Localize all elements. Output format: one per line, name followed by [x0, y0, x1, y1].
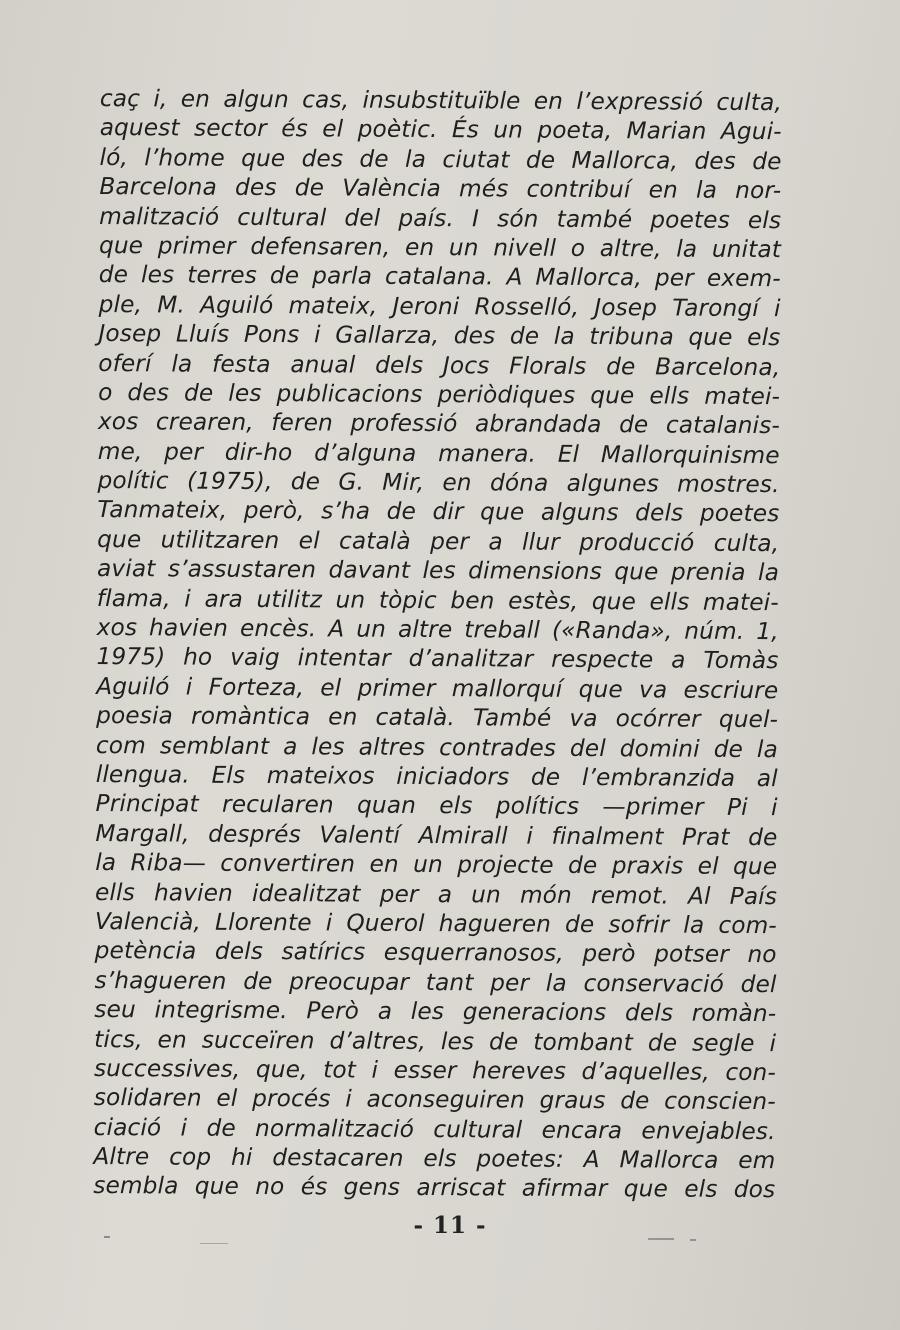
text-line: Josep Lluís Pons i Gallarza, des de la tribuna que els — [98, 320, 781, 352]
text-line: caç i, en algun cas, insubstituïble en l’expressió culta, — [99, 84, 782, 117]
print-speck — [104, 1236, 110, 1238]
text-line: 1975) ho vaig intentar d’analitzar respecte a Tomàs — [96, 643, 779, 675]
text-line: flama, i ara utilitz un tòpic ben estès, que ells matei- — [96, 584, 779, 616]
text-line: me, per dir-ho d’alguna manera. El Mallorquinisme — [97, 437, 780, 469]
text-line: Tanmateix, però, s’ha de dir que alguns dels poetes — [97, 496, 780, 528]
page-number: - 11 - — [413, 1212, 487, 1239]
text-line: aviat s’assustaren davant les dimensions que prenia la — [96, 555, 780, 587]
text-line: petència dels satírics esquerranosos, però potser no — [94, 937, 777, 969]
text-line: ple, M. Aguiló mateix, Jeroni Rosselló, Josep Tarongí i — [98, 290, 781, 322]
text-line: la Riba— convertiren en un projecte de praxis el que — [95, 849, 778, 881]
text-line: Aguiló i Forteza, el primer mallorquí que va escriure — [96, 672, 779, 704]
text-line: llengua. Els mateixos iniciadors de l’embranzida al — [95, 760, 778, 793]
text-line: ells havien idealitzat per a un món remot. Al País — [94, 878, 778, 910]
text-line: s’hagueren de preocupar tant per la conservació del — [94, 966, 777, 998]
text-line: sembla que no és gens arriscat afirmar que els dos — [93, 1172, 776, 1204]
text-line: Barcelona des de València més contribuí en la nor- — [99, 173, 782, 205]
text-line: seu integrisme. Però a les generacions dels romàn- — [94, 996, 777, 1028]
text-line: o des de les publicacions periòdiques que ells matei- — [98, 378, 781, 411]
text-line: solidaren el procés i aconseguiren graus de conscien- — [93, 1084, 776, 1116]
text-line: que utilitzaren el català per a llur producció culta, — [97, 525, 780, 558]
text-line: tics, en succeïren d’altres, les de tombant de segle i — [94, 1025, 777, 1057]
text-line: malització cultural del país. I són també poetes els — [99, 202, 782, 234]
text-line: de les terres de parla catalana. A Mallorca, per exem- — [98, 261, 781, 293]
text-line: Principat recularen quan els polítics —primer Pi i — [95, 790, 778, 822]
text-line: aquest sector és el poètic. És un poeta, Marian Agui- — [99, 114, 782, 146]
text-line: successives, que, tot i esser hereves d’aquelles, con- — [93, 1054, 777, 1087]
body-text — [93, 84, 782, 1205]
text-line: ló, l’home que des de la ciutat de Mallorca, des de — [99, 143, 782, 175]
text-line: oferí la festa anual dels Jocs Florals de Barcelona, — [98, 349, 781, 381]
text-line: que primer defensaren, en un nivell o altre, la unitat — [98, 231, 782, 264]
text-line: com semblant a les altres contrades del domini de la — [95, 731, 779, 763]
text-line: poesia romàntica en català. També va ocórrer quel- — [96, 702, 779, 734]
text-line: ciació i de normalització cultural encara envejables. — [93, 1113, 776, 1145]
text-line: Altre cop hi destacaren els poetes: A Mallorca em — [93, 1143, 776, 1175]
print-speck — [648, 1238, 674, 1240]
print-speck — [690, 1239, 696, 1241]
text-line: xos crearen, feren professió abrandada de catalanis- — [97, 408, 781, 440]
text-line: polític (1975), de G. Mir, en dóna algunes mostres. — [97, 467, 780, 499]
text-line: Valencià, Llorente i Querol hagueren de sofrir la com- — [94, 907, 777, 940]
text-line: Margall, després Valentí Almirall i finalment Prat de — [95, 819, 778, 851]
print-speck — [200, 1243, 228, 1244]
text-line: xos havien encès. A un altre treball («Randa», núm. 1, — [96, 614, 779, 646]
